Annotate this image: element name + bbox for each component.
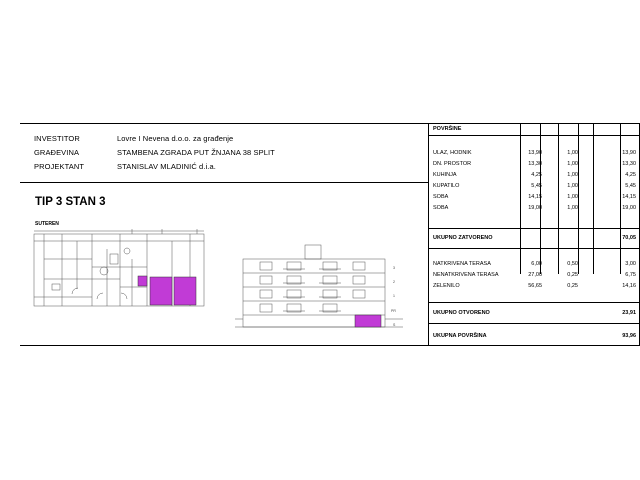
grand-total-label: UKUPNA POVRŠINA — [433, 333, 487, 339]
table-row: ZELENILO 56,65 0,25 14,16 — [433, 283, 636, 289]
table-row: KUHINJA 4,25 1,00 4,25 — [433, 172, 636, 178]
table-header: POVRŠINE — [433, 126, 462, 132]
project-info — [34, 134, 394, 174]
closed-total-value: 70,05 — [622, 235, 636, 241]
investor-label: INVESTITOR — [34, 134, 80, 143]
table-row: KUPATILO 5,45 1,00 5,45 — [433, 183, 636, 189]
elevation-level-2: 2 — [393, 280, 395, 284]
open-total-row — [428, 309, 640, 319]
drawing-sheet — [20, 123, 640, 346]
building-label: GRAĐEVINA — [34, 148, 80, 157]
open-total-value: 23,91 — [622, 310, 636, 316]
building-elevation — [235, 239, 405, 331]
area-table — [428, 124, 640, 345]
open-total-label: UKUPNO OTVORENO — [433, 310, 490, 316]
grand-total-row — [428, 332, 640, 342]
designer-label: PROJEKTANT — [34, 162, 85, 171]
building-value: STAMBENA ZGRADA PUT ŽNJANA 38 SPLIT — [117, 148, 275, 157]
table-row: NATKRIVENA TERASA 6,00 0,50 3,00 — [433, 261, 636, 267]
investor-value: Lovre I Nevena d.o.o. za građenje — [117, 134, 234, 143]
table-row: DN. PROSTOR 13,30 1,00 13,30 — [433, 161, 636, 167]
table-row: SOBA 14,15 1,00 14,15 — [433, 194, 636, 200]
elevation-level-s: S — [393, 323, 396, 327]
grand-total-value: 93,96 — [622, 333, 636, 339]
elevation-level-3: 3 — [393, 266, 395, 270]
elevation-level-1: 1 — [393, 294, 395, 298]
apartment-title: TIP 3 STAN 3 — [35, 196, 106, 208]
floor-label: SUTEREN — [35, 221, 59, 227]
closed-total-label: UKUPNO ZATVORENO — [433, 235, 493, 241]
info-divider — [20, 182, 428, 183]
closed-total-row — [428, 234, 640, 244]
table-row: NENATKRIVENA TERASA 27,00 0,25 6,75 — [433, 272, 636, 278]
elevation-level-pr: PR — [391, 309, 396, 313]
table-row: SOBA 19,00 1,00 19,00 — [433, 205, 636, 211]
floor-plan — [32, 229, 207, 311]
designer-value: STANISLAV MLADINIĆ d.i.a. — [117, 162, 216, 171]
table-row: ULAZ, HODNIK 13,90 1,00 13,90 — [433, 150, 636, 156]
